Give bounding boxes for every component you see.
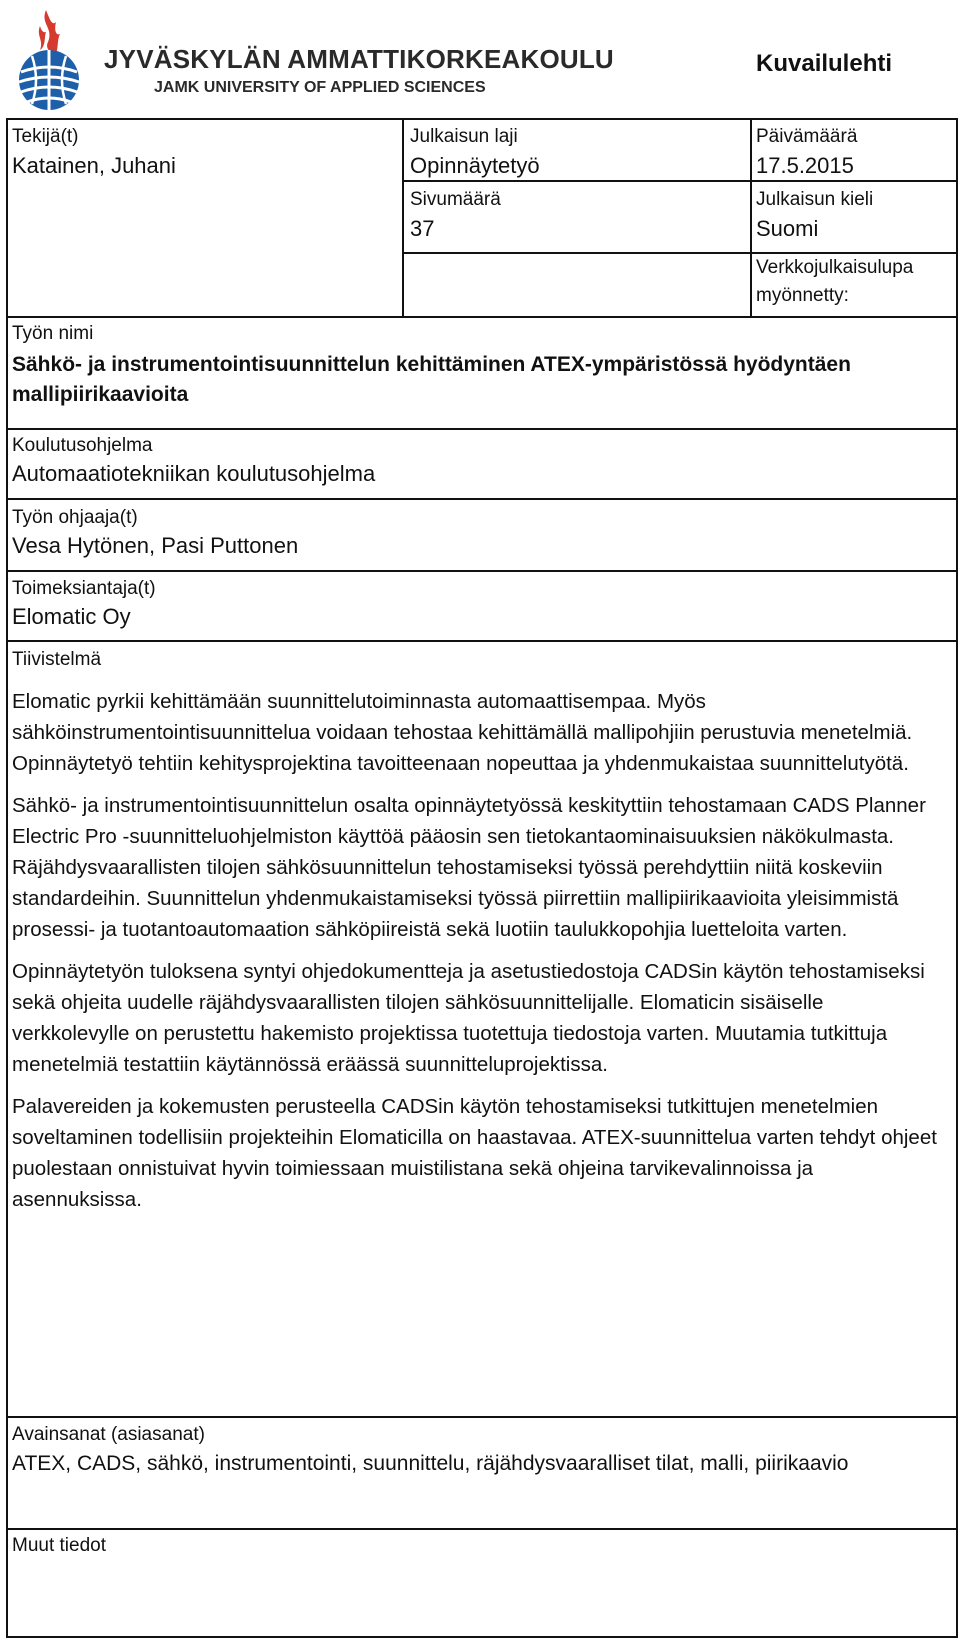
title-row-divider [6, 316, 958, 318]
abstract-text [12, 686, 942, 1226]
abstract-bottom-divider [6, 1416, 958, 1418]
title-bottom-divider [6, 428, 958, 430]
publication-type-value: Opinnäytetyö [410, 153, 540, 178]
jamk-logo-icon [10, 6, 88, 114]
column-divider-2 [750, 118, 752, 316]
abstract-paragraph: Opinnäytetyön tuloksena syntyi ohjedokumentteja ja asetustiedostoja CADSin käytön tehostamiseksi sekä ohjeita uudelle räjähdysvaarallisten tilojen sähkösuunnittelijalle. Elomaticin sisäiselle verkkolevylle on perustettu hakemisto projektissa tuotettuja tiedostoja varten. Muutamia tutkittuja menetelmiä testattiin käytännössä eräässä suunnitteluprojektissa. [12, 960, 925, 1076]
organization-name-english: JAMK UNIVERSITY OF APPLIED SCIENCES [154, 79, 486, 96]
degree-programme-value: Automaatiotekniikan koulutusohjelma [12, 461, 376, 486]
web-publication-permission-label-line2: myönnetty: [756, 285, 849, 306]
form-border-bottom [6, 1636, 958, 1638]
date-label: Päivämäärä [756, 126, 858, 147]
commissioner-bottom-divider [6, 640, 958, 642]
language-label: Julkaisun kieli [756, 189, 874, 210]
other-info-label: Muut tiedot [12, 1535, 106, 1556]
abstract-paragraph: Sähkö- ja instrumentointisuunnittelun osalta opinnäytetyössä keskityttiin tehostamaan CADS Planner Electric Pro -suunnitteluohjelmiston käyttöä pääosin sen tietokantaominaisuuksien näkökulmasta. Räjähdysvaarallisten tilojen sähkösuunnittelun tehostamiseksi työssä perehdyttiin niitä koskeviin standardeihin. Suunnittelun yhdenmukaistamiseksi työssä piirrettiin mallipiirikaavioita yleisimmistä prosessi- ja tuotantoautomaation sähköpiireistä sekä luotiin taulukkopohjia luetteloita varten. [12, 794, 926, 941]
description-form [6, 118, 958, 1638]
thesis-title: Sähkö- ja instrumentointisuunnittelun kehittäminen ATEX-ympäristössä hyödyntäen mallipiirikaavioita [12, 353, 851, 406]
form-border-right [956, 118, 958, 1638]
author-label: Tekijä(t) [12, 126, 79, 147]
form-border-top [6, 118, 958, 120]
language-value: Suomi [756, 216, 819, 241]
language-row-divider [402, 252, 958, 254]
keywords-bottom-divider [6, 1528, 958, 1530]
abstract-label: Tiivistelmä [12, 649, 102, 670]
commissioner-value: Elomatic Oy [12, 604, 131, 629]
abstract-paragraph: Elomatic pyrkii kehittämään suunnittelutoiminnasta automaattisempaa. Myös sähköinstrumentointisuunnittelua voidaan tehostaa kehittämällä mallipohjiin perustuvia menetelmiä. Opinnäytetyö tehtiin kehitysprojektina tavoitteenaan nopeuttaa ja yhdenmukaistaa suunnittelutyötä. [12, 690, 913, 775]
publication-type-label: Julkaisun laji [410, 126, 518, 147]
page-header [0, 0, 960, 118]
page-count-value: 37 [410, 216, 435, 241]
document-type-heading: Kuvailulehti [756, 50, 893, 77]
web-publication-permission-label: Verkkojulkaisulupa [756, 257, 914, 278]
supervisors-bottom-divider [6, 570, 958, 572]
thesis-title-label: Työn nimi [12, 323, 94, 344]
date-value: 17.5.2015 [756, 153, 854, 178]
programme-bottom-divider [6, 498, 958, 500]
page-count-label: Sivumäärä [410, 189, 501, 210]
abstract-paragraph: Palavereiden ja kokemusten perusteella CADSin käytön tehostamiseksi tutkittujen menetelmien soveltaminen todellisiin projekteihin Elomaticilla on haastavaa. ATEX-suunnittelua varten tehdyt ohjeet puolestaan onnistuivat hyvin toimiessaan muistilistana sekä ohjeina tarvikevalinnoissa ja asennuksissa. [12, 1095, 937, 1211]
organization-name: JYVÄSKYLÄN AMMATTIKORKEAKOULU [104, 44, 614, 74]
pages-row-divider [402, 180, 958, 182]
supervisors-value: Vesa Hytönen, Pasi Puttonen [12, 533, 299, 558]
author-value: Katainen, Juhani [12, 153, 176, 178]
commissioner-label: Toimeksiantaja(t) [12, 578, 156, 599]
keywords-value: ATEX, CADS, sähkö, instrumentointi, suunnittelu, räjähdysvaaralliset tilat, malli, piirikaavio [12, 1452, 849, 1475]
column-divider-1 [402, 118, 404, 316]
keywords-label: Avainsanat (asiasanat) [12, 1424, 205, 1445]
degree-programme-label: Koulutusohjelma [12, 435, 153, 456]
form-border-left [6, 118, 8, 1638]
supervisors-label: Työn ohjaaja(t) [12, 507, 138, 528]
